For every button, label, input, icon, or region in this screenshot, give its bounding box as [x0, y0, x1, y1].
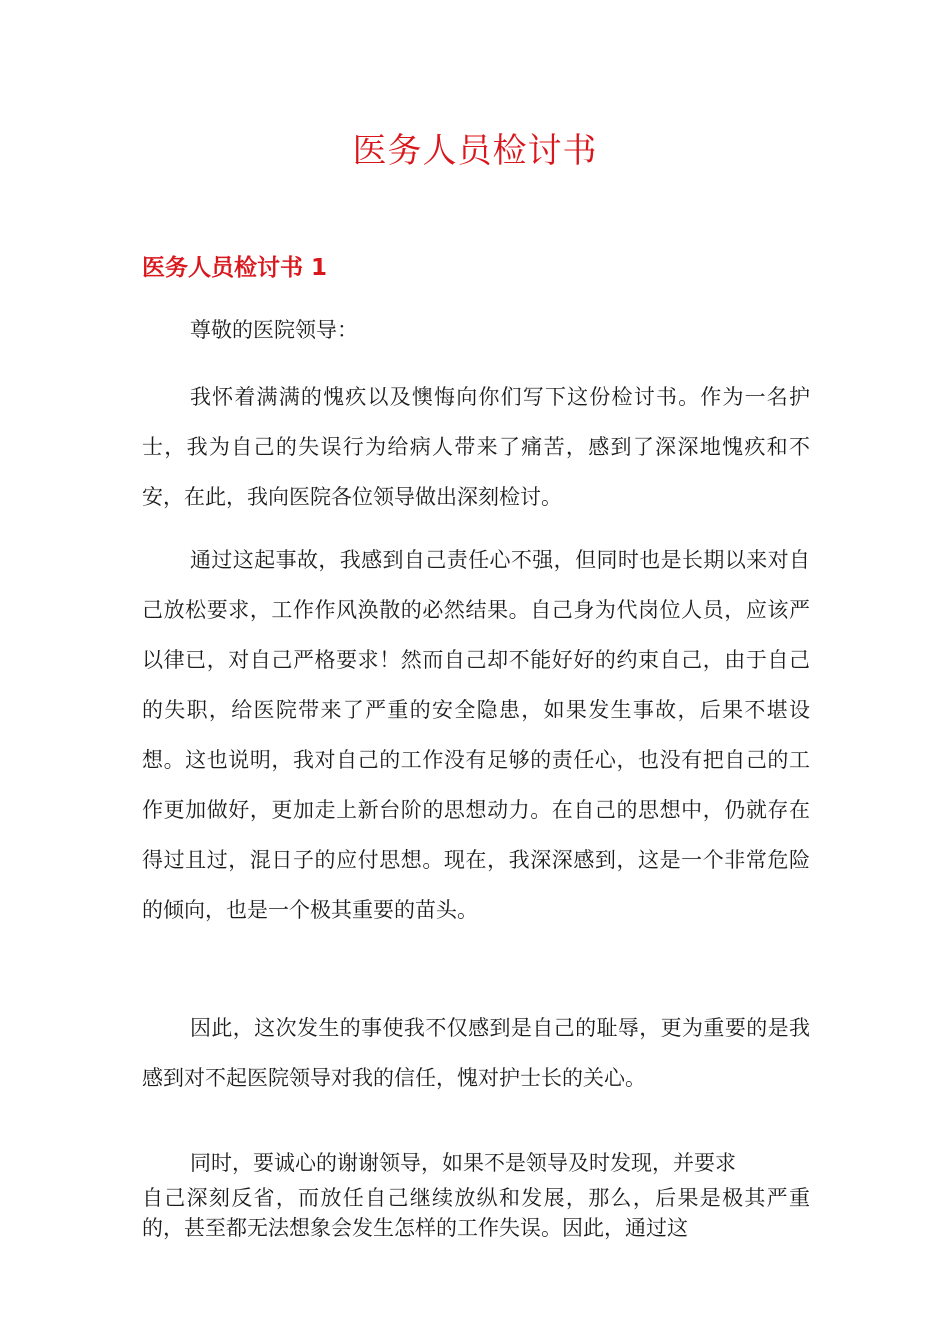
paragraph-5: 自己深刻反省，而放任自己继续放纵和发展，那么，后果是极其严重的，甚至都无法想象会发生怎样的工作失误。因此，通过这: [142, 1186, 810, 1240]
paragraph-4: 同时，要诚心的谢谢领导，如果不是领导及时发现，并要求: [190, 1151, 736, 1175]
paragraph-1: 我怀着满满的愧疚以及懊悔向你们写下这份检讨书。作为一名护士，我为自己的失误行为给病人带来了痛苦，感到了深深地愧疚和不安，在此，我向医院各位领导做出深刻检讨。: [142, 385, 810, 509]
document-title: 医务人员检讨书: [352, 131, 598, 171]
paragraph-2: 通过这起事故，我感到自己责任心不强，但同时也是长期以来对自己放松要求，工作作风涣散的必然结果。自己身为代岗位人员，应该严以律已，对自己严格要求！然而自己却不能好好的约束自己，由于自己的失职，给医院带来了严重的安全隐患，如果发生事故，后果不堪设想。这也说明，我对自己的工作没有足够的责任心，也没有把自己的工作更加做好，更加走上新台阶的思想动力。在自己的思想中，仍就存在得过且过，混日子的应付思想。现在，我深深感到，这是一个非常危险的倾向，也是一个极其重要的苗头。: [142, 548, 810, 922]
section-heading: 医务人员检讨书 1: [142, 255, 328, 281]
paragraph-3: 因此，这次发生的事使我不仅感到是自己的耻辱，更为重要的是我感到对不起医院领导对我的信任，愧对护士长的关心。: [142, 1016, 810, 1090]
salutation: 尊敬的医院领导：: [190, 318, 358, 342]
